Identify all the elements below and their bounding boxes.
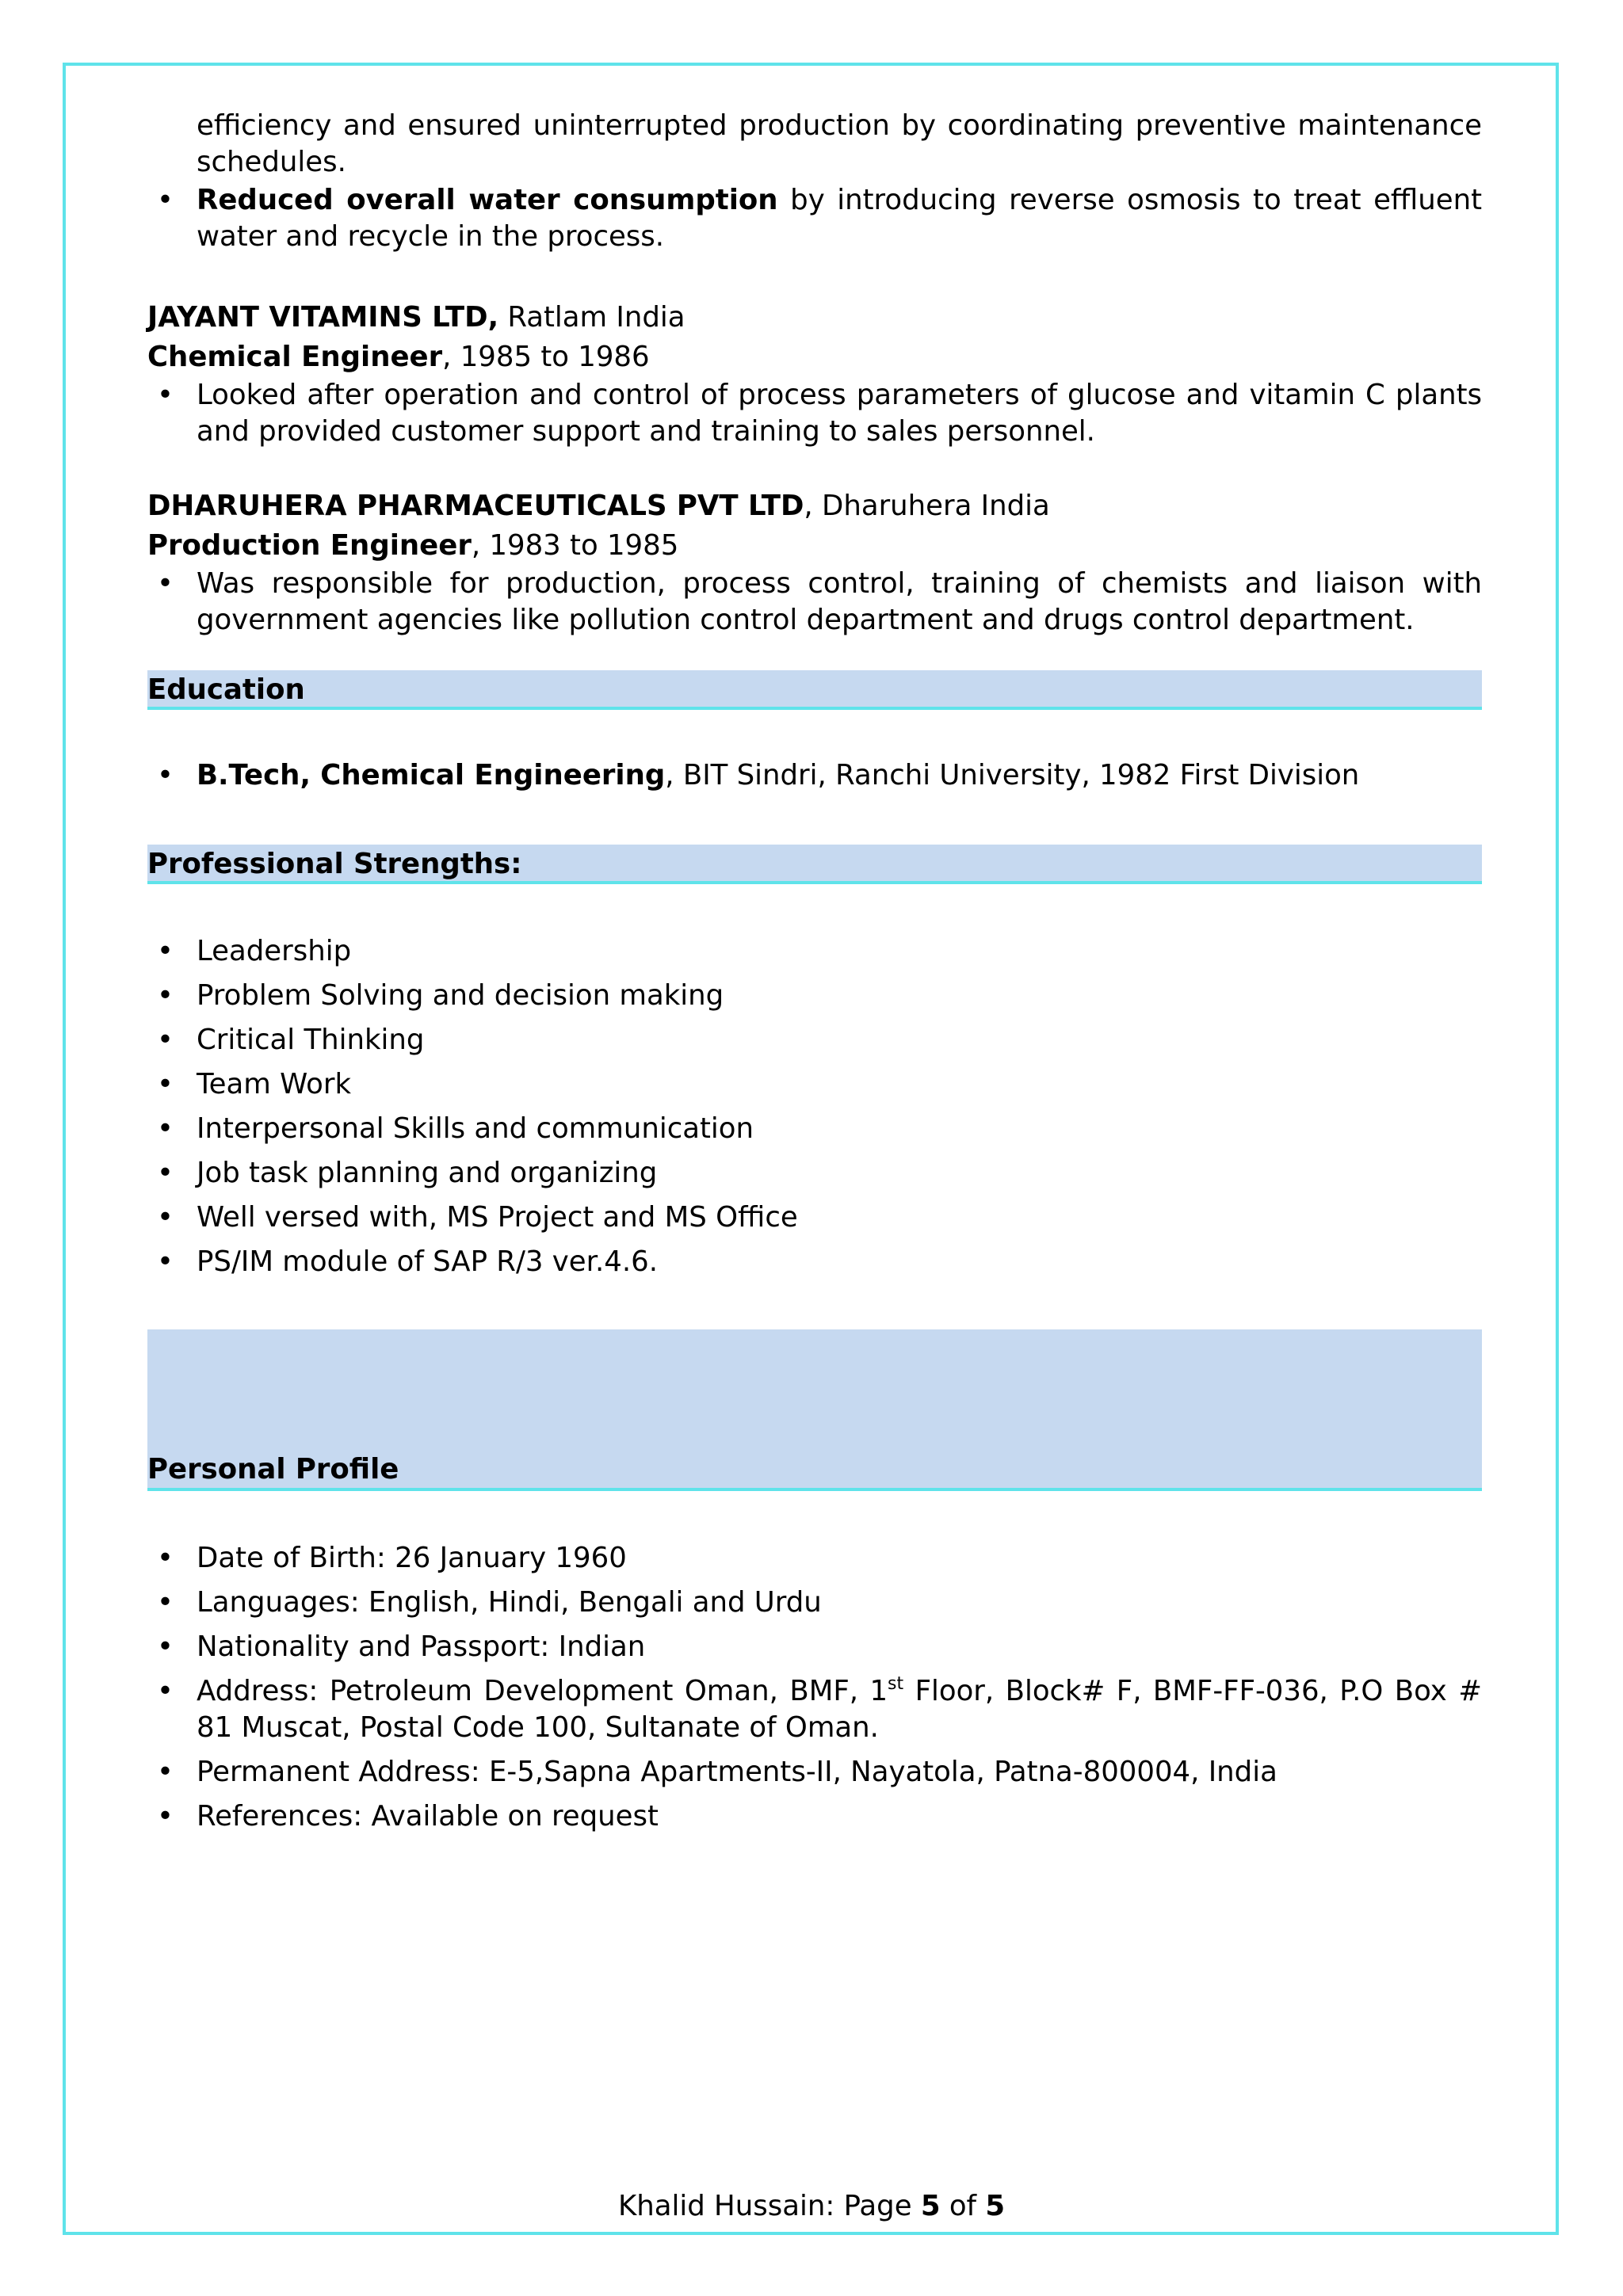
footer-of: of <box>940 2190 986 2222</box>
strength-item: • Well versed with, MS Project and MS Office <box>147 1199 1482 1236</box>
degree-details: , BIT Sindri, Ranchi University, 1982 First Division <box>665 759 1360 791</box>
profile-address <box>147 1673 1482 1746</box>
bullet-water-consumption <box>147 182 1482 255</box>
job-entry-jayant <box>147 298 1482 450</box>
profile-permanent-address: • Permanent Address: E-5,Sapna Apartments-II, Nayatola, Patna-800004, India <box>147 1754 1482 1791</box>
job-title-line <box>147 526 1482 566</box>
strength-item: • Job task planning and organizing <box>147 1155 1482 1192</box>
job-title: Chemical Engineer <box>147 341 443 373</box>
footer-author: Khalid Hussain: Page <box>617 2190 921 2222</box>
job-title: Production Engineer <box>147 529 472 562</box>
bullet-bold-text: Reduced overall water consumption <box>197 184 778 216</box>
profile-languages: • Languages: English, Hindi, Bengali and Urdu <box>147 1585 1482 1621</box>
strength-item: • Leadership <box>147 933 1482 970</box>
company-location: , Dharuhera India <box>804 490 1050 522</box>
job-bullets <box>147 566 1482 639</box>
profile-dob: • Date of Birth: 26 January 1960 <box>147 1540 1482 1577</box>
bullet-text: by introducing reverse osmosis to treat effluent water and recycle in the process. <box>197 184 1482 253</box>
job-bullet: • Was responsible for production, process control, training of chemists and liaison with government agencies like pollution control department and drugs control department. <box>147 566 1482 639</box>
strength-item: • Critical Thinking <box>147 1022 1482 1058</box>
job-entry-dharuhera <box>147 486 1482 639</box>
footer-total-pages: 5 <box>985 2190 1006 2222</box>
profile-list <box>147 1540 1482 1835</box>
company-name: DHARUHERA PHARMACEUTICALS PVT LTD <box>147 490 804 522</box>
continued-bullet-text <box>147 108 1482 181</box>
profile-heading-text: Personal Profile <box>147 1453 399 1486</box>
job-bullet: • Looked after operation and control of process parameters of glucose and vitamin C plants and provided customer support and training to sales personnel. <box>147 377 1482 450</box>
strength-item: • Problem Solving and decision making <box>147 978 1482 1014</box>
resume-page-content <box>147 108 1482 1843</box>
continued-achievements <box>147 108 1482 255</box>
company-name: JAYANT VITAMINS LTD, <box>147 301 499 334</box>
section-heading-strengths: Professional Strengths: <box>147 845 1482 884</box>
address-text: Address: Petroleum Development Oman, BMF, 1 <box>197 1675 888 1707</box>
education-list <box>147 757 1482 794</box>
section-heading-profile <box>147 1329 1482 1491</box>
job-bullets <box>147 377 1482 450</box>
job-company-line <box>147 486 1482 526</box>
job-period: , 1985 to 1986 <box>442 341 650 373</box>
address-text-rest: Floor, Block# F, BMF-FF-036, P.O Box # 81 Muscat, Postal Code 100, Sultanate of Oman. <box>197 1675 1482 1744</box>
address-superscript: st <box>888 1674 904 1694</box>
degree-name: B.Tech, Chemical Engineering <box>197 759 666 791</box>
section-heading-education: Education <box>147 670 1482 710</box>
continued-bullet-line: efficiency and ensured uninterrupted production by coordinating preventive maintenance schedules. <box>197 109 1482 178</box>
job-company-line <box>147 298 1482 338</box>
job-title-line <box>147 338 1482 377</box>
strength-item: • PS/IM module of SAP R/3 ver.4.6. <box>147 1244 1482 1280</box>
footer-page-number: 5 <box>920 2190 941 2222</box>
education-item <box>147 757 1482 794</box>
company-location: Ratlam India <box>498 301 685 334</box>
profile-nationality: • Nationality and Passport: Indian <box>147 1629 1482 1665</box>
job-period: , 1983 to 1985 <box>471 529 679 562</box>
strength-item: • Interpersonal Skills and communication <box>147 1111 1482 1147</box>
strengths-list <box>147 933 1482 1280</box>
strength-item: • Team Work <box>147 1066 1482 1103</box>
page-footer <box>0 2188 1623 2225</box>
profile-references: • References: Available on request <box>147 1798 1482 1835</box>
